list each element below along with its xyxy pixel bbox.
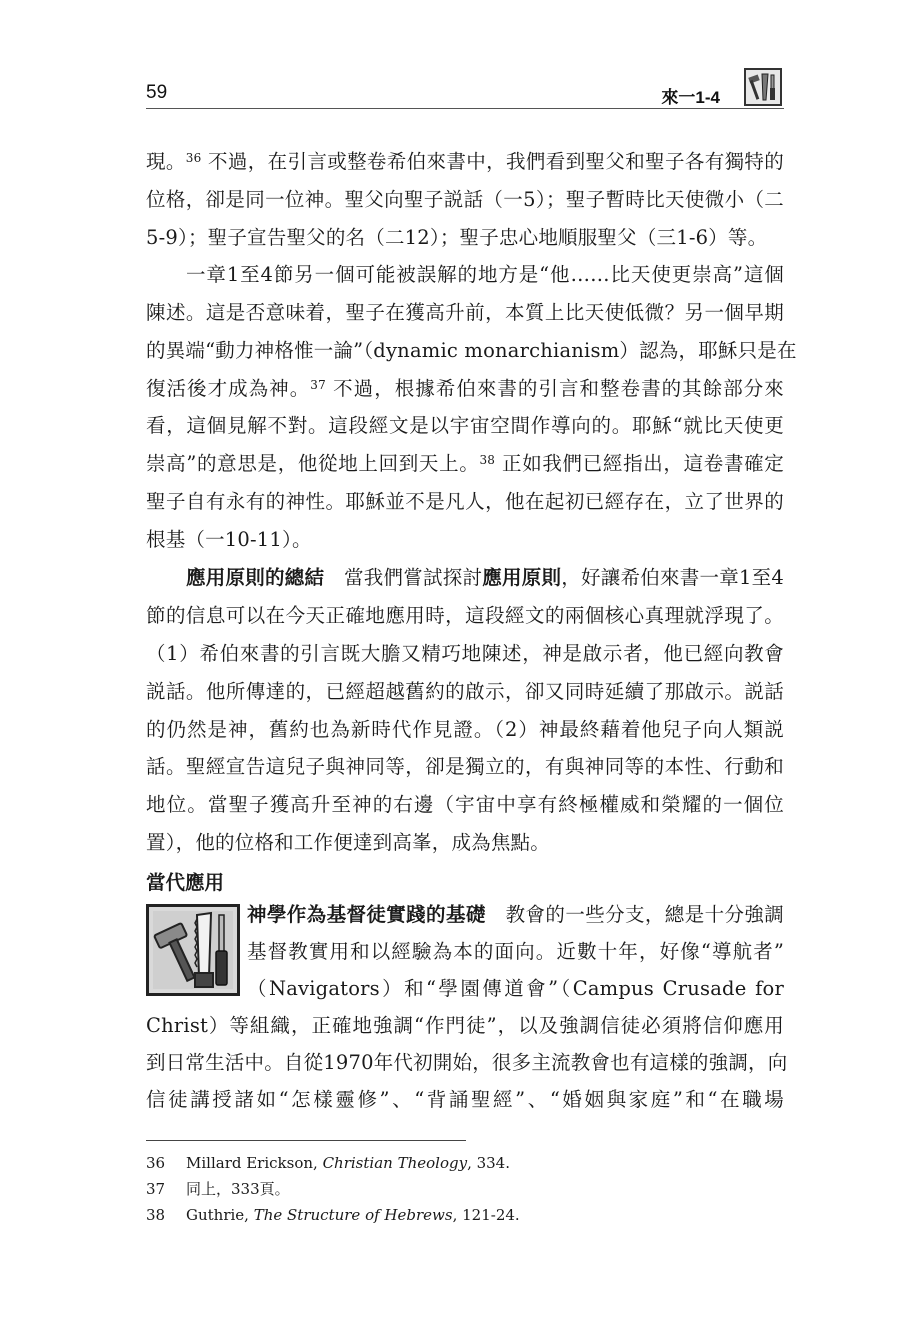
paragraph-line: 的異端“動力神格惟一論”（dynamic monarchianism）認為，耶穌只是在: [146, 339, 797, 362]
footnote-text: 同上，333頁。: [186, 1180, 290, 1198]
paragraph-line: 説話。他所傳達的，已經超越舊約的啟示，卻又同時延續了那啟示。説話: [146, 680, 784, 703]
footnote-text: Millard Erickson,: [186, 1154, 323, 1172]
paragraph-line: 看，這個見解不對。這段經文是以宇宙空間作導向的。耶穌“就比天使更: [146, 414, 784, 437]
paragraph-line: [146, 150, 784, 174]
text: 不過，根據希伯來書的引言和整卷書的其餘部分來: [325, 377, 784, 400]
footnote-ref-37: 37: [310, 378, 326, 392]
header-rule: [146, 108, 784, 109]
footnote-36: [146, 1153, 510, 1173]
paragraph-line: 話。聖經宣告這兒子與神同等，卻是獨立的，有與神同等的本性、行動和: [146, 755, 784, 778]
footnote-title: The Structure of Hebrews: [253, 1206, 453, 1224]
paragraph-line: 5-9）；聖子宣告聖父的名（二12）；聖子忠心地順服聖父（三1-6）等。: [146, 226, 768, 249]
paragraph-line: 基督教實用和以經驗為本的面向。近數十年，好像“導航者”: [247, 940, 784, 963]
page-header: [146, 76, 782, 108]
running-title: 來一1-4: [661, 88, 720, 107]
paragraph-line: 節的信息可以在今天正確地應用時，這段經文的兩個核心真理就浮現了。: [146, 604, 784, 627]
tools-icon: [744, 68, 782, 106]
paragraph-line: 位格，卻是同一位神。聖父向聖子説話（一5）；聖子暫時比天使微小（二: [146, 188, 784, 211]
text: 崇高”的意思是，他從地上回到天上。: [146, 452, 480, 475]
text: 不過，在引言或整卷希伯來書中，我們看到聖父和聖子各有獨特的: [201, 150, 785, 173]
paragraph-line: 陳述。這是否意味着，聖子在獲高升前，本質上比天使低微？另一個早期: [146, 301, 784, 324]
footnote-38: [146, 1205, 520, 1225]
paragraph-line: 信徒講授諸如“怎樣靈修”、“背誦聖經”、“婚姻與家庭”和“在職場: [146, 1088, 784, 1111]
footnote-number: 38: [146, 1206, 166, 1224]
paragraph-line: 置），他的位格和工作便達到高峯，成為焦點。: [146, 831, 550, 854]
principle-summary-heading: 應用原則的總結: [186, 566, 325, 589]
text: ，好讓希伯來書一章1至4: [561, 566, 784, 589]
theology-practice-heading: 神學作為基督徒實踐的基礎: [247, 903, 486, 926]
paragraph-line: 聖子自有永有的神性。耶穌並不是凡人，他在起初已經存在，立了世界的: [146, 490, 784, 513]
page-number: 59: [146, 82, 168, 103]
footnote-number: 37: [146, 1180, 166, 1198]
paragraph-line: Christ）等組織，正確地強調“作門徒”，以及強調信徒必須將信仰應用: [146, 1014, 784, 1037]
footnote-rule: [146, 1140, 466, 1141]
bold-term: 應用原則: [482, 566, 562, 589]
section-heading: 當代應用: [146, 871, 225, 894]
text: 復活後才成為神。: [146, 377, 311, 400]
paragraph-line: 根基（一10-11）。: [146, 528, 312, 551]
paragraph-line: [186, 566, 784, 590]
footnote-37: [146, 1179, 290, 1199]
text: 正如我們已經指出，這卷書確定: [495, 452, 785, 475]
paragraph-line: [247, 903, 784, 927]
text: 當我們嘗試探討: [324, 566, 483, 589]
text: 現。: [146, 150, 186, 173]
paragraph-line: 地位。當聖子獲高升至神的右邊（宇宙中享有終極權威和榮耀的一個位: [146, 793, 784, 816]
paragraph-line: （1）希伯來書的引言既大膽又精巧地陳述，神是啟示者，他已經向教會: [146, 642, 784, 665]
footnote-number: 36: [146, 1154, 166, 1172]
paragraph-line: （Navigators）和“學園傳道會”（Campus Crusade for: [247, 977, 784, 1000]
paragraph-line: 一章1至4節另一個可能被誤解的地方是“他……比天使更崇高”這個: [186, 263, 784, 286]
text: 教會的一些分支，總是十分強調: [485, 903, 784, 926]
paragraph-line: 的仍然是神，舊約也為新時代作見證。（2）神最終藉着他兒子向人類説: [146, 718, 784, 741]
footnote-ref-38: 38: [479, 453, 496, 467]
paragraph-line: 到日常生活中。自從1970年代初開始，很多主流教會也有這樣的強調，向: [146, 1051, 788, 1074]
footnote-ref-36: 36: [185, 151, 202, 165]
paragraph-line: [146, 377, 784, 401]
hammer-saw-screwdriver-icon: [146, 904, 240, 996]
paragraph-line: [146, 452, 784, 476]
footnote-text: , 121-24.: [452, 1206, 520, 1224]
footnote-text: , 334.: [467, 1154, 510, 1172]
footnote-text: Guthrie,: [186, 1206, 254, 1224]
footnote-title: Christian Theology: [322, 1154, 468, 1172]
